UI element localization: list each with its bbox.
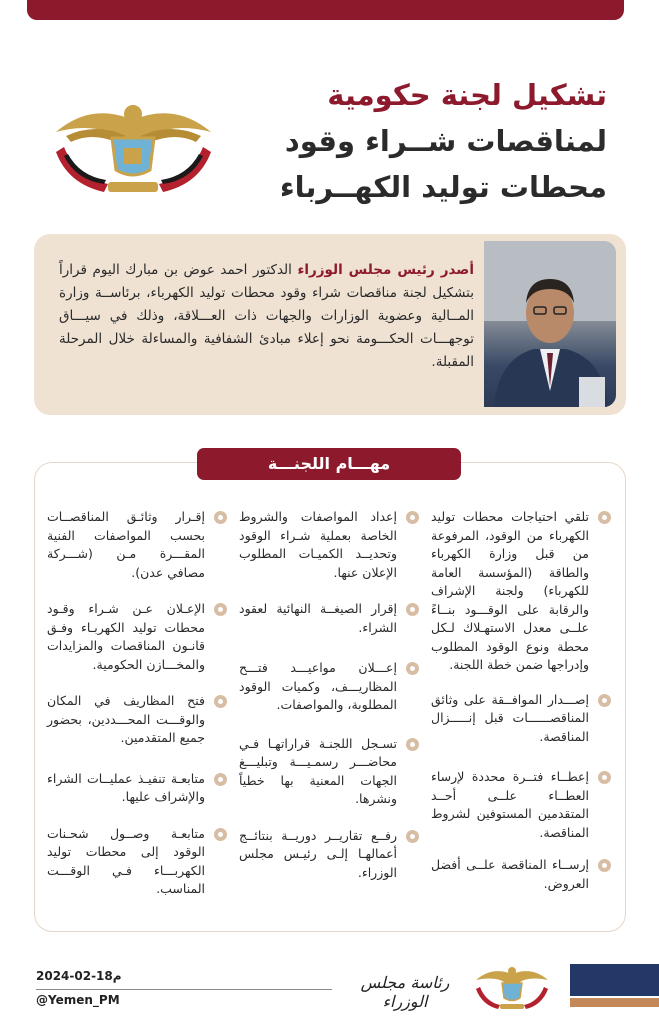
intro-paragraph: [59, 259, 474, 374]
task-item: الإعـلان عـن شـراء وقـود محطات توليد الكهربـاء وفـق قانـون المناقصات والمزايدات والمخـــازن الحكومية.: [47, 600, 227, 674]
top-bar: [27, 0, 624, 20]
headline-line-3: محطات توليد الكهــرباء: [279, 170, 607, 204]
bullet-icon: [214, 603, 227, 616]
bullet-icon: [406, 738, 419, 751]
flag-stripe-tan: [570, 998, 659, 1007]
task-item: إعداد المواصفات والشروط الخاصة بعملية شـراء الوقود وتحديــد الكميـات المطلوب الإعلان عنها.: [239, 508, 419, 582]
footer-signature: رئاسة مجلس الوزراء: [360, 973, 450, 1011]
bullet-icon: [406, 662, 419, 675]
task-item: إرســاء المناقصة علــى أفضل العروض.: [431, 856, 611, 893]
task-item: إعطــاء فتــرة محددة لإرساء العطــاء علــى أحــد المتقدمين المستوفين لشروط المناقصة.: [431, 768, 611, 842]
task-item: إصـــدار الموافــقة على وثائق المناقصــــــات قبل إنـــــزال المناقصة.: [431, 691, 611, 747]
bullet-icon: [598, 511, 611, 524]
tasks-column-right: [431, 508, 611, 893]
intro-body: الدكتور احمد عوض بن مبارك اليوم قراراً بتشكيل لجنة مناقصات شراء وقود محطات توليد الكهرباء، برئاســة وزارة المــالية وعضوية الوزارات والجهات ذات العـــلاقة، وذلك في سيـــاق توجهـــات الحكـــومة نحو إعلاء مبادئ الشفافية والمساءلة خلال المرحلة المقبلة.: [59, 262, 474, 370]
tasks-column-left: [47, 508, 227, 899]
flag-stripe-blue: [570, 964, 659, 996]
headline: [227, 72, 607, 210]
task-item: إعـــلان مواعيـــد فتـــح المظاريـــف، وكميات الوقود المطلوبة، والمواصفات.: [239, 659, 419, 715]
bullet-icon: [406, 830, 419, 843]
task-item: فتح المظاريف في المكان والوقـــت المحـــددين، بحضور جميع المتقدمين.: [47, 692, 227, 748]
intro-highlight: أصدر رئيس مجلس الوزراء: [297, 262, 474, 278]
bullet-icon: [598, 694, 611, 707]
yemen-emblem-icon: [46, 92, 221, 200]
bullet-icon: [214, 773, 227, 786]
tasks-header: مهـــام اللجنـــة: [197, 448, 461, 480]
yemen-emblem-icon: [472, 962, 552, 1012]
tasks-column-middle: [239, 508, 419, 882]
task-item: تلقي احتياجات محطات توليد الكهرباء من الوقود، المرفوعة من قبل وزارة الكهرباء والطاقة (المؤسسة العامة للكهرباء) ولجنة الإشراف والرقابة على الوقـــود بنــاءً علــى معدل الاستهـلاك لـكل محطة ونوع الوقود المطلوب وإدراجها ضمن خطة اللجنة.: [431, 508, 611, 675]
bullet-icon: [214, 828, 227, 841]
bullet-icon: [406, 511, 419, 524]
bullet-icon: [214, 695, 227, 708]
bullet-icon: [214, 511, 227, 524]
bullet-icon: [598, 859, 611, 872]
footer-divider: [36, 989, 332, 990]
headline-line-2: لمناقصات شــراء وقود: [284, 124, 607, 158]
task-item: إقرار الصيغــة النهائية لعقود الشراء.: [239, 600, 419, 637]
bullet-icon: [406, 603, 419, 616]
task-item: متابعـة وصــول شحـنات الوقود إلى محطات توليد الكهربـــاء فـي الوقـــت المناسب.: [47, 825, 227, 899]
headline-line-1: تشكيل لجنة حكومية: [327, 78, 607, 112]
intro-box: [34, 234, 626, 415]
task-item: متابعـة تنفيـذ عمليــات الشراء والإشراف عليها.: [47, 770, 227, 807]
bullet-icon: [598, 771, 611, 784]
prime-minister-photo: [484, 241, 616, 407]
task-item: رفــع تقاريــر دوريــة بنتائــج أعمالهـا إلـى رئيـس مجلس الوزراء.: [239, 827, 419, 883]
footer-date: 2024-02-18م: [36, 969, 122, 983]
task-item: إقـرار وثائـق المناقصــات بحسب المواصفات الفنية المقـــرة مـن (شـــركة مصافي عدن).: [47, 508, 227, 582]
task-item: تسـجل اللجنـة قراراتهـا فـي محاضـــر رسمـيـــة وتبليـــغ الجهات المعنية بها خطياً ونشرها.: [239, 735, 419, 809]
footer-handle: @Yemen_PM: [36, 993, 120, 1007]
